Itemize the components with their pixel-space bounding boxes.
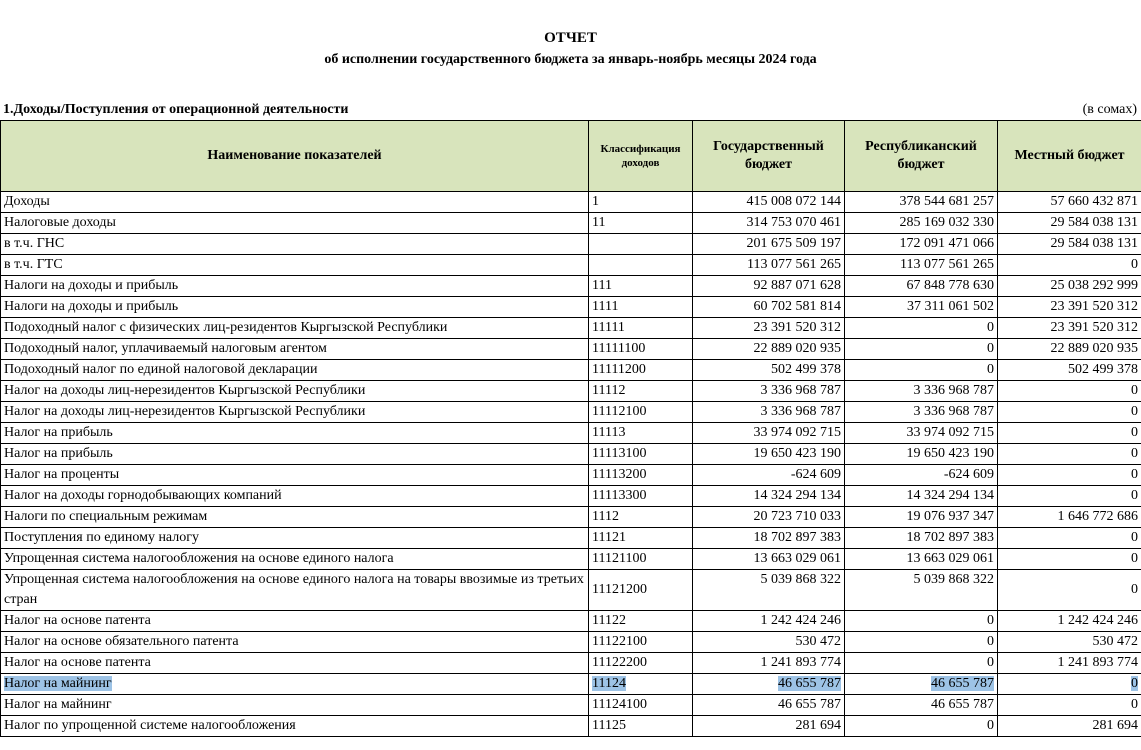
cell-republic-budget[interactable]: [845, 632, 998, 653]
table-row: [1, 255, 1141, 276]
cell-state-budget-text: 1 242 424 246: [760, 613, 841, 628]
cell-republic-budget-text: 46 655 787: [931, 697, 994, 712]
header-code[interactable]: Классификация доходов: [589, 121, 693, 192]
cell-code[interactable]: [589, 360, 693, 381]
cell-name[interactable]: [1, 318, 589, 339]
cell-state-budget-text: 1 241 893 774: [760, 655, 841, 670]
cell-local-budget-text: 0: [1131, 257, 1138, 272]
cell-republic-budget[interactable]: [845, 674, 998, 695]
cell-local-budget-text: 29 584 038 131: [1050, 215, 1138, 230]
budget-table: [0, 120, 1141, 737]
cell-state-budget-text: 3 336 968 787: [760, 383, 841, 398]
cell-republic-budget[interactable]: [845, 465, 998, 486]
cell-republic-budget-text: 33 974 092 715: [906, 425, 994, 440]
cell-state-budget-text: 33 974 092 715: [753, 425, 841, 440]
cell-code-text: 11121: [592, 530, 626, 545]
table-header-row: [1, 121, 1141, 192]
cell-republic-budget[interactable]: [845, 444, 998, 465]
table-body: [1, 192, 1141, 737]
cell-republic-budget-text: 14 324 294 134: [906, 488, 994, 503]
cell-name[interactable]: [1, 234, 589, 255]
cell-code[interactable]: [589, 570, 693, 611]
cell-state-budget[interactable]: [693, 276, 845, 297]
cell-code[interactable]: [589, 611, 693, 632]
cell-name-text: Подоходный налог по единой налоговой декларации: [4, 362, 318, 377]
cell-name-text: Налог на майнинг: [4, 676, 112, 691]
cell-name-text: Подоходный налог с физических лиц-резидентов Кыргызской Республики: [4, 320, 448, 335]
cell-state-budget-text: 113 077 561 265: [747, 257, 841, 272]
cell-name-text: Налог по упрощенной системе налогообложения: [4, 718, 296, 733]
cell-local-budget[interactable]: [998, 632, 1141, 653]
cell-name[interactable]: [1, 611, 589, 632]
cell-republic-budget[interactable]: [845, 360, 998, 381]
table-row: [1, 297, 1141, 318]
cell-code[interactable]: [589, 402, 693, 423]
cell-republic-budget[interactable]: [845, 716, 998, 737]
cell-local-budget[interactable]: [998, 507, 1141, 528]
cell-name-text: Налоги на доходы и прибыль: [4, 278, 179, 293]
cell-state-budget[interactable]: [693, 465, 845, 486]
cell-code-text: 11112: [592, 383, 626, 398]
cell-local-budget-text: 0: [1131, 467, 1138, 482]
cell-local-budget[interactable]: [998, 360, 1141, 381]
cell-local-budget-text: 0: [1131, 425, 1138, 440]
table-row: [1, 570, 1141, 611]
cell-state-budget[interactable]: [693, 255, 845, 276]
cell-state-budget[interactable]: [693, 653, 845, 674]
units-note: (в сомах): [1082, 102, 1137, 117]
cell-local-budget[interactable]: [998, 234, 1141, 255]
cell-code[interactable]: [589, 276, 693, 297]
cell-state-budget-text: 19 650 423 190: [753, 446, 841, 461]
cell-name[interactable]: [1, 360, 589, 381]
cell-republic-budget[interactable]: [845, 339, 998, 360]
cell-state-budget[interactable]: [693, 360, 845, 381]
cell-republic-budget-text: 0: [987, 362, 994, 377]
cell-republic-budget[interactable]: [845, 255, 998, 276]
cell-code-text: 11113200: [592, 467, 647, 482]
cell-name[interactable]: [1, 716, 589, 737]
cell-code-text: 111: [592, 278, 612, 293]
cell-local-budget-text: 0: [1131, 530, 1138, 545]
cell-state-budget[interactable]: [693, 486, 845, 507]
cell-code[interactable]: [589, 318, 693, 339]
table-row: [1, 549, 1141, 570]
cell-local-budget[interactable]: [998, 444, 1141, 465]
table-row: [1, 716, 1141, 737]
cell-republic-budget-text: 37 311 061 502: [907, 299, 994, 314]
cell-code[interactable]: [589, 297, 693, 318]
cell-republic-budget-text: 113 077 561 265: [900, 257, 994, 272]
cell-local-budget[interactable]: [998, 695, 1141, 716]
cell-name[interactable]: [1, 549, 589, 570]
cell-state-budget-text: 60 702 581 814: [753, 299, 841, 314]
cell-local-budget[interactable]: [998, 465, 1141, 486]
cell-code[interactable]: [589, 528, 693, 549]
cell-state-budget[interactable]: [693, 716, 845, 737]
cell-republic-budget-text: 46 655 787: [931, 676, 994, 691]
table-row: [1, 465, 1141, 486]
cell-code-text: 11111200: [592, 362, 646, 377]
cell-local-budget[interactable]: [998, 674, 1141, 695]
cell-local-budget-text: 281 694: [1092, 718, 1138, 733]
cell-name[interactable]: [1, 255, 589, 276]
cell-republic-budget[interactable]: [845, 234, 998, 255]
cell-republic-budget[interactable]: [845, 318, 998, 339]
cell-state-budget[interactable]: [693, 611, 845, 632]
cell-state-budget[interactable]: [693, 339, 845, 360]
cell-local-budget[interactable]: [998, 716, 1141, 737]
table-row: [1, 528, 1141, 549]
cell-state-budget-text: 3 336 968 787: [760, 404, 841, 419]
table-row: [1, 653, 1141, 674]
section-heading: 1.Доходы/Поступления от операционной деятельности: [3, 102, 349, 117]
cell-republic-budget[interactable]: [845, 611, 998, 632]
cell-state-budget-text: 46 655 787: [778, 697, 841, 712]
cell-code-text: 11: [592, 215, 606, 230]
cell-republic-budget-text: 0: [987, 613, 994, 628]
table-row: [1, 423, 1141, 444]
cell-state-budget-text: -624 609: [790, 467, 841, 482]
table-row: [1, 276, 1141, 297]
cell-code-text: 11121100: [592, 551, 647, 566]
report-title: ОТЧЕТ: [544, 30, 597, 46]
cell-name-text: Налог на майнинг: [4, 697, 112, 712]
cell-republic-budget[interactable]: [845, 528, 998, 549]
cell-name-text: Налог на основе обязательного патента: [4, 634, 239, 649]
cell-code-text: 11122200: [592, 655, 647, 670]
cell-code[interactable]: [589, 255, 693, 276]
cell-local-budget[interactable]: [998, 192, 1141, 213]
cell-local-budget-text: 0: [1131, 551, 1138, 566]
cell-local-budget-text: 23 391 520 312: [1050, 299, 1138, 314]
cell-republic-budget-text: 172 091 471 066: [899, 236, 994, 251]
cell-local-budget-text: 1 646 772 686: [1057, 509, 1138, 524]
table-row: [1, 213, 1141, 234]
cell-code-text: 11111100: [592, 341, 646, 356]
header-local-budget[interactable]: Местный бюджет: [998, 121, 1141, 192]
cell-local-budget[interactable]: [998, 255, 1141, 276]
cell-republic-budget-text: 0: [987, 634, 994, 649]
cell-name-text: Налог на доходы горнодобывающих компаний: [4, 488, 282, 503]
cell-code-text: 11122100: [592, 634, 647, 649]
cell-local-budget-text: 1 242 424 246: [1057, 613, 1138, 628]
cell-code[interactable]: [589, 507, 693, 528]
cell-state-budget-text: 502 499 378: [771, 362, 841, 377]
cell-local-budget[interactable]: [998, 549, 1141, 570]
cell-republic-budget[interactable]: [845, 213, 998, 234]
table-row: [1, 360, 1141, 381]
cell-name-text: Налог на основе патента: [4, 655, 151, 670]
cell-code[interactable]: [589, 653, 693, 674]
cell-state-budget[interactable]: [693, 381, 845, 402]
cell-republic-budget[interactable]: [845, 549, 998, 570]
cell-republic-budget[interactable]: [845, 653, 998, 674]
cell-republic-budget[interactable]: [845, 297, 998, 318]
cell-name-text: Налог на проценты: [4, 467, 120, 482]
cell-republic-budget-text: 67 848 778 630: [906, 278, 994, 293]
cell-republic-budget-text: 13 663 029 061: [906, 551, 994, 566]
cell-local-budget[interactable]: [998, 528, 1141, 549]
cell-code[interactable]: [589, 486, 693, 507]
cell-state-budget[interactable]: [693, 318, 845, 339]
cell-code[interactable]: [589, 213, 693, 234]
cell-name[interactable]: [1, 486, 589, 507]
cell-state-budget[interactable]: [693, 192, 845, 213]
cell-name[interactable]: [1, 632, 589, 653]
cell-republic-budget[interactable]: [845, 276, 998, 297]
cell-code-text: 11124100: [592, 697, 647, 712]
cell-name-text: Налог на доходы лиц-нерезидентов Кыргызской Республики: [4, 383, 366, 398]
cell-local-budget[interactable]: [998, 423, 1141, 444]
cell-local-budget-text: 22 889 020 935: [1050, 341, 1138, 356]
cell-state-budget[interactable]: [693, 444, 845, 465]
cell-state-budget-text: 22 889 020 935: [753, 341, 841, 356]
cell-code-text: 11122: [592, 613, 626, 628]
cell-republic-budget-text: 3 336 968 787: [913, 383, 994, 398]
cell-state-budget-text: 23 391 520 312: [753, 320, 841, 335]
cell-state-budget-text: 530 472: [795, 634, 841, 649]
cell-republic-budget[interactable]: [845, 423, 998, 444]
cell-state-budget[interactable]: [693, 234, 845, 255]
cell-local-budget[interactable]: [998, 570, 1141, 611]
cell-name[interactable]: [1, 402, 589, 423]
report-subtitle: об исполнении государственного бюджета за январь-ноябрь месяцы 2024 года: [324, 52, 817, 67]
cell-name[interactable]: [1, 695, 589, 716]
cell-name[interactable]: [1, 423, 589, 444]
table-row: [1, 507, 1141, 528]
cell-republic-budget-text: 0: [987, 320, 994, 335]
table-row: [1, 381, 1141, 402]
cell-republic-budget-text: 5 039 868 322: [913, 572, 994, 587]
cell-republic-budget-text: 19 650 423 190: [906, 446, 994, 461]
cell-local-budget-text: 25 038 292 999: [1050, 278, 1138, 293]
cell-name[interactable]: [1, 653, 589, 674]
cell-name[interactable]: [1, 444, 589, 465]
cell-local-budget[interactable]: [998, 611, 1141, 632]
cell-code-text: 1: [592, 194, 599, 209]
table-row: [1, 674, 1141, 695]
cell-state-budget-text: 415 008 072 144: [746, 194, 841, 209]
cell-state-budget[interactable]: [693, 695, 845, 716]
cell-name-text: Поступления по единому налогу: [4, 530, 200, 545]
table-row: [1, 632, 1141, 653]
cell-name-text: Налог на доходы лиц-нерезидентов Кыргызской Республики: [4, 404, 366, 419]
cell-name[interactable]: [1, 276, 589, 297]
cell-name[interactable]: [1, 465, 589, 486]
table-row: [1, 486, 1141, 507]
cell-state-budget[interactable]: [693, 297, 845, 318]
cell-name[interactable]: [1, 339, 589, 360]
cell-state-budget-text: 201 675 509 197: [746, 236, 841, 251]
cell-name-text: в т.ч. ГНС: [4, 236, 65, 251]
cell-state-budget[interactable]: [693, 423, 845, 444]
cell-local-budget[interactable]: [998, 381, 1141, 402]
cell-republic-budget-text: 19 076 937 347: [906, 509, 994, 524]
cell-name-text: Упрощенная система налогообложения на основе единого налога: [4, 551, 394, 566]
cell-state-budget-text: 18 702 897 383: [753, 530, 841, 545]
cell-code[interactable]: [589, 632, 693, 653]
cell-republic-budget[interactable]: [845, 381, 998, 402]
cell-state-budget[interactable]: [693, 507, 845, 528]
cell-local-budget-text: 0: [1131, 446, 1138, 461]
cell-name[interactable]: [1, 507, 589, 528]
cell-name-text: Налоги на доходы и прибыль: [4, 299, 179, 314]
cell-state-budget-text: 5 039 868 322: [760, 572, 841, 587]
cell-republic-budget[interactable]: [845, 570, 998, 611]
cell-name[interactable]: [1, 570, 589, 611]
cell-local-budget-text: 0: [1131, 404, 1138, 419]
cell-name-text: Налог на прибыль: [4, 446, 113, 461]
cell-local-budget-text: 29 584 038 131: [1050, 236, 1138, 251]
cell-state-budget[interactable]: [693, 549, 845, 570]
cell-local-budget-text: 1 241 893 774: [1057, 655, 1138, 670]
table-row: [1, 611, 1141, 632]
cell-local-budget[interactable]: [998, 276, 1141, 297]
cell-local-budget-text: 23 391 520 312: [1050, 320, 1138, 335]
cell-local-budget[interactable]: [998, 486, 1141, 507]
cell-local-budget-text: 0: [1131, 697, 1138, 712]
cell-code[interactable]: [589, 444, 693, 465]
cell-code-text: 11111: [592, 320, 625, 335]
cell-local-budget-text: 502 499 378: [1068, 362, 1138, 377]
cell-state-budget-text: 13 663 029 061: [753, 551, 841, 566]
cell-republic-budget-text: 0: [987, 718, 994, 733]
cell-local-budget-text: 57 660 432 871: [1050, 194, 1138, 209]
cell-code-text: 11124: [592, 676, 626, 691]
cell-name[interactable]: [1, 297, 589, 318]
table-row: [1, 234, 1141, 255]
cell-name[interactable]: [1, 213, 589, 234]
table-row: [1, 695, 1141, 716]
cell-republic-budget[interactable]: [845, 695, 998, 716]
cell-code[interactable]: [589, 381, 693, 402]
cell-republic-budget-text: 18 702 897 383: [906, 530, 994, 545]
cell-code[interactable]: [589, 549, 693, 570]
table-row: [1, 192, 1141, 213]
cell-code-text: 11113: [592, 425, 626, 440]
cell-name-text: в т.ч. ГТС: [4, 257, 63, 272]
cell-state-budget-text: 281 694: [795, 718, 841, 733]
cell-code[interactable]: [589, 674, 693, 695]
cell-state-budget[interactable]: [693, 528, 845, 549]
cell-name-text: Подоходный налог, уплачиваемый налоговым агентом: [4, 341, 327, 356]
cell-code-text: 1111: [592, 299, 619, 314]
cell-local-budget-text: 0: [1131, 676, 1138, 691]
table-row: [1, 318, 1141, 339]
cell-name-text: Налоговые доходы: [4, 215, 116, 230]
cell-local-budget-text: 0: [1131, 383, 1138, 398]
cell-name[interactable]: [1, 192, 589, 213]
cell-name-text: Доходы: [4, 194, 50, 209]
cell-republic-budget-text: 285 169 032 330: [899, 215, 994, 230]
header-state-budget[interactable]: Государственный бюджет: [693, 121, 845, 192]
cell-name[interactable]: [1, 528, 589, 549]
cell-state-budget-text: 314 753 070 461: [746, 215, 841, 230]
cell-state-budget-text: 46 655 787: [778, 676, 841, 691]
table-row: [1, 339, 1141, 360]
cell-state-budget-text: 14 324 294 134: [753, 488, 841, 503]
cell-republic-budget[interactable]: [845, 507, 998, 528]
cell-local-budget-text: 0: [1131, 582, 1138, 597]
cell-local-budget[interactable]: [998, 318, 1141, 339]
cell-code-text: 11125: [592, 718, 626, 733]
cell-republic-budget-text: 378 544 681 257: [899, 194, 994, 209]
cell-republic-budget-text: 3 336 968 787: [913, 404, 994, 419]
cell-code-text: 11113100: [592, 446, 647, 461]
cell-local-budget[interactable]: [998, 653, 1141, 674]
cell-local-budget[interactable]: [998, 297, 1141, 318]
cell-code-text: 1112: [592, 509, 619, 524]
cell-local-budget-text: 530 472: [1092, 634, 1138, 649]
table-row: [1, 402, 1141, 423]
cell-state-budget-text: 20 723 710 033: [753, 509, 841, 524]
cell-republic-budget-text: 0: [987, 341, 994, 356]
cell-name-text: Налог на основе патента: [4, 613, 151, 628]
cell-code-text: 11113300: [592, 488, 647, 503]
cell-republic-budget[interactable]: [845, 486, 998, 507]
cell-code[interactable]: [589, 716, 693, 737]
cell-name-text: Налоги по специальным режимам: [4, 509, 208, 524]
cell-republic-budget-text: 0: [987, 655, 994, 670]
cell-local-budget[interactable]: [998, 402, 1141, 423]
table-row: [1, 444, 1141, 465]
header-republic-budget[interactable]: Республиканский бюджет: [845, 121, 998, 192]
cell-name[interactable]: [1, 381, 589, 402]
cell-name-text: Налог на прибыль: [4, 425, 113, 440]
cell-code[interactable]: [589, 695, 693, 716]
cell-republic-budget[interactable]: [845, 402, 998, 423]
cell-local-budget-text: 0: [1131, 488, 1138, 503]
cell-state-budget[interactable]: [693, 570, 845, 611]
cell-code[interactable]: [589, 423, 693, 444]
cell-code-text: 11121200: [592, 582, 647, 597]
header-name[interactable]: Наименование показателей: [1, 121, 589, 192]
cell-code-text: 11112100: [592, 404, 647, 419]
cell-name[interactable]: [1, 674, 589, 695]
cell-code[interactable]: [589, 234, 693, 255]
cell-code[interactable]: [589, 339, 693, 360]
cell-code[interactable]: [589, 465, 693, 486]
cell-republic-budget-text: -624 609: [943, 467, 994, 482]
cell-state-budget[interactable]: [693, 402, 845, 423]
cell-local-budget[interactable]: [998, 339, 1141, 360]
cell-name-text: Упрощенная система налогообложения на основе единого налога на товары ввозимые из третьих стран: [4, 572, 584, 607]
cell-republic-budget[interactable]: [845, 192, 998, 213]
cell-state-budget-text: 92 887 071 628: [753, 278, 841, 293]
cell-state-budget[interactable]: [693, 213, 845, 234]
cell-local-budget[interactable]: [998, 213, 1141, 234]
cell-state-budget[interactable]: [693, 632, 845, 653]
cell-state-budget[interactable]: [693, 674, 845, 695]
cell-code[interactable]: [589, 192, 693, 213]
